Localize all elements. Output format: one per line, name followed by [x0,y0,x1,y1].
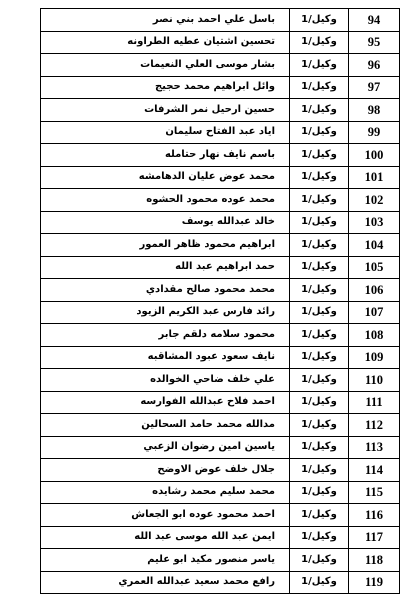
table-row [41,391,400,414]
row-number-cell: 113 [349,436,400,459]
row-number-cell: 119 [349,571,400,594]
person-name-cell: محمد عوض عليان الدهامشه [41,166,290,189]
rank-cell: وكيل/1 [290,99,349,122]
rank-cell: وكيل/1 [290,211,349,234]
person-name-cell: مدالله محمد حامد السحالين [41,414,290,437]
rank-cell: وكيل/1 [290,9,349,32]
person-name-cell: احمد فلاح عبدالله الفوارسه [41,391,290,414]
rank-cell: وكيل/1 [290,436,349,459]
table-row [41,279,400,302]
table-row [41,54,400,77]
rank-cell: وكيل/1 [290,459,349,482]
rank-cell: وكيل/1 [290,234,349,257]
rank-cell: وكيل/1 [290,369,349,392]
row-number-cell: 101 [349,166,400,189]
table-row [41,166,400,189]
row-number-cell: 99 [349,121,400,144]
person-name-cell: محمد عوده محمود الحشوه [41,189,290,212]
table-row [41,324,400,347]
table-row [41,346,400,369]
rank-cell: وكيل/1 [290,526,349,549]
row-number-cell: 100 [349,144,400,167]
row-number-cell: 110 [349,369,400,392]
row-number-cell: 112 [349,414,400,437]
table-row [41,76,400,99]
person-name-cell: تحسين اشتيان عطيه الطراونه [41,31,290,54]
person-name-cell: باسل علي احمد بني نصر [41,9,290,32]
person-name-cell: ايمن عبد الله موسى عبد الله [41,526,290,549]
person-name-cell: حسين ارحيل نمر الشرفات [41,99,290,122]
rank-cell: وكيل/1 [290,76,349,99]
table-row [41,234,400,257]
person-name-cell: محمود سلامه دلقم جابر [41,324,290,347]
row-number-cell: 118 [349,549,400,572]
row-number-cell: 104 [349,234,400,257]
row-number-cell: 114 [349,459,400,482]
row-number-cell: 116 [349,504,400,527]
row-number-cell: 102 [349,189,400,212]
table-row [41,189,400,212]
table-row [41,301,400,324]
rank-cell: وكيل/1 [290,256,349,279]
person-name-cell: ياسين امين رضوان الزعبي [41,436,290,459]
person-name-cell: خالد عبدالله يوسف [41,211,290,234]
row-number-cell: 117 [349,526,400,549]
person-name-cell: علي خلف ضاحي الخوالده [41,369,290,392]
person-name-cell: نايف سعود عبود المشاقبه [41,346,290,369]
table-row [41,549,400,572]
rank-cell: وكيل/1 [290,391,349,414]
table-row [41,9,400,32]
row-number-cell: 108 [349,324,400,347]
person-name-cell: اياد عبد الفتاح سليمان [41,121,290,144]
person-name-cell: رائد فارس عبد الكريم الزيود [41,301,290,324]
rank-cell: وكيل/1 [290,346,349,369]
row-number-cell: 94 [349,9,400,32]
row-number-cell: 96 [349,54,400,77]
rank-cell: وكيل/1 [290,571,349,594]
rank-cell: وكيل/1 [290,301,349,324]
row-number-cell: 106 [349,279,400,302]
table-row [41,414,400,437]
row-number-cell: 109 [349,346,400,369]
rank-cell: وكيل/1 [290,144,349,167]
person-name-cell: ابراهيم محمود ظاهر العمور [41,234,290,257]
rank-cell: وكيل/1 [290,481,349,504]
row-number-cell: 107 [349,301,400,324]
row-number-cell: 103 [349,211,400,234]
rank-cell: وكيل/1 [290,31,349,54]
rank-cell: وكيل/1 [290,279,349,302]
person-name-cell: باسم نايف نهار حتامله [41,144,290,167]
table-row [41,481,400,504]
table-row [41,504,400,527]
table-row [41,571,400,594]
rank-cell: وكيل/1 [290,414,349,437]
person-name-cell: احمد محمود عوده ابو الجعاش [41,504,290,527]
rank-cell: وكيل/1 [290,549,349,572]
rank-cell: وكيل/1 [290,166,349,189]
table-row [41,459,400,482]
person-name-cell: وائل ابراهيم محمد حجيج [41,76,290,99]
row-number-cell: 105 [349,256,400,279]
table-row [41,121,400,144]
person-name-cell: جلال خلف عوض الاوضح [41,459,290,482]
table-row [41,369,400,392]
rank-cell: وكيل/1 [290,324,349,347]
person-name-cell: محمد محمود صالح مقدادي [41,279,290,302]
rank-cell: وكيل/1 [290,121,349,144]
table-row [41,436,400,459]
row-number-cell: 98 [349,99,400,122]
table-row [41,526,400,549]
person-name-cell: حمد ابراهيم عبد الله [41,256,290,279]
person-name-cell: ياسر منصور مكيد ابو عليم [41,549,290,572]
rank-cell: وكيل/1 [290,504,349,527]
table-row [41,31,400,54]
rank-cell: وكيل/1 [290,189,349,212]
row-number-cell: 111 [349,391,400,414]
personnel-table [40,8,400,594]
row-number-cell: 115 [349,481,400,504]
row-number-cell: 97 [349,76,400,99]
table-row [41,144,400,167]
table-row [41,99,400,122]
personnel-table-body [41,9,400,594]
person-name-cell: محمد سليم محمد رشايده [41,481,290,504]
person-name-cell: بشار موسى العلي النعيمات [41,54,290,77]
table-row [41,211,400,234]
table-row [41,256,400,279]
rank-cell: وكيل/1 [290,54,349,77]
person-name-cell: رافع محمد سعيد عبدالله العمري [41,571,290,594]
row-number-cell: 95 [349,31,400,54]
